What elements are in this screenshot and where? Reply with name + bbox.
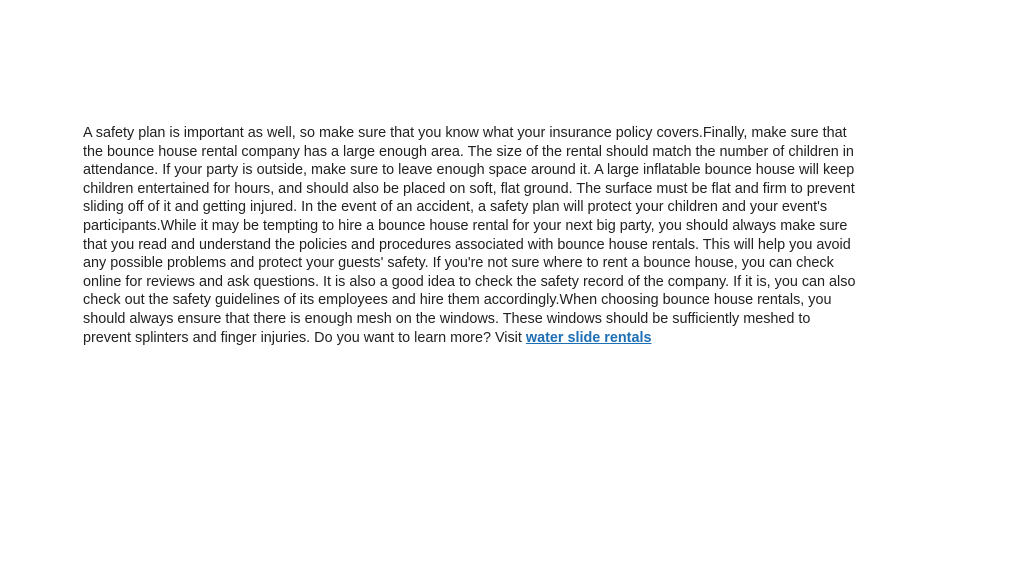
paragraph-line: participants.While it may be tempting to hire a bounce house rental for your next big party, you should always make sure (83, 217, 848, 234)
water-slide-rentals-link[interactable]: water slide rentals (525, 329, 652, 346)
paragraph-line: sliding off of it and getting injured. In the event of an accident, a safety plan will protect your children and your event's (83, 199, 828, 216)
paragraph-line: check out the safety guidelines of its employees and hire them accordingly.When choosing bounce house rentals, you (83, 292, 832, 309)
paragraph-line: online for reviews and ask questions. It is also a good idea to check the safety record of the company. If it is, you can also (83, 273, 856, 290)
paragraph-line: attendance. If your party is outside, make sure to leave enough space around it. A large inflatable bounce house will keep (83, 162, 855, 179)
paragraph-line: children entertained for hours, and should also be placed on soft, flat ground. The surface must be flat and firm to prevent (83, 180, 855, 197)
paragraph-line: A safety plan is important as well, so make sure that you know what your insurance policy covers.Finally, make sure that (83, 125, 847, 141)
paragraph-line: the bounce house rental company has a large enough area. The size of the rental should match the number of children in (83, 143, 854, 160)
paragraph-line: should always ensure that there is enough mesh on the windows. These windows should be sufficiently meshed to (83, 310, 811, 327)
paragraph-line: prevent splinters and finger injuries. Do you want to learn more? Visit (83, 329, 526, 346)
body-paragraph (83, 124, 929, 347)
paragraph-line: that you read and understand the policies and procedures associated with bounce house rentals. This will help you avoid (83, 236, 851, 253)
paragraph-line: any possible problems and protect your guests' safety. If you're not sure where to rent a bounce house, you can check (83, 255, 834, 272)
